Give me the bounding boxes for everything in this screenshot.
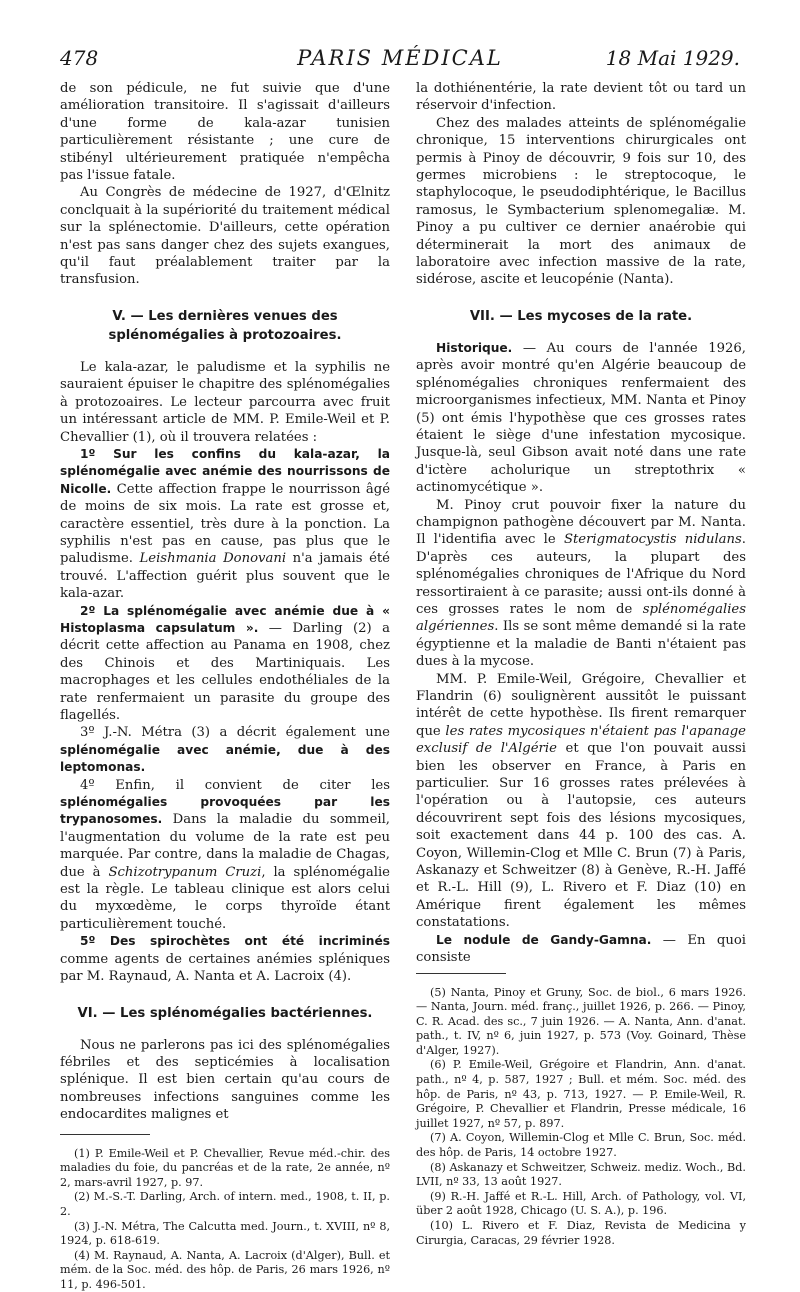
footnote: (5) Nanta, Pinoy et Gruny, Soc. de biol., 6 mars 1926. — Nanta, Journ. méd. franç., juillet 1926, p. 266. — Pinoy, C. R. Acad. des sc., 7 juin 1926. — A. Nanta, Ann. d'anat. path., t. IV, nº 6, juin 1927, p. 573 (Voy. Goinard, Thèse d'Alger, 1927). xyxy=(416,985,746,1057)
list-item: 5º Des spirochètes ont été incriminés comme agents de certaines anémies spléniques par M. Raynaud, A. Nanta et A. Lacroix (4). xyxy=(60,934,390,985)
footnote: (1) P. Emile-Weil et P. Chevallier, Revue méd.-chir. des maladies du foie, du pancréas et de la rate, 2e année, nº 2, mars-avril 1927, p. 97. xyxy=(60,1146,390,1189)
paragraph: Le nodule de Gandy-Gamna. — En quoi consiste xyxy=(416,932,746,966)
paragraph: MM. P. Emile-Weil, Grégoire, Chevallier et Flandrin (6) soulignèrent aussitôt le puissant intérêt de cette hypothèse. Ils firent remarquer que les rates mycosiques n'étaient pas l'apanage exclusif de l'Algérie et que l'on pouvait aussi bien les observer en France, à Paris en particulier. Sur 16 grosses rates prélevées à l'opération ou à l'autopsie, ces auteurs découvrirent sept fois des lésions mycosiques, soit exactement dans 44 p. 100 des cas. A. Coyon, Willemin-Clog et Mlle C. Brun (7) à Paris, Askanazy et Schweitzer (8) à Genève, R.-H. Jaffé et R.-L. Hill (9), L. Rivero et F. Diaz (10) en Amérique firent également les mêmes constatations. xyxy=(416,671,746,931)
paragraph: M. Pinoy crut pouvoir fixer la nature du champignon pathogène découvert par M. Nanta. Il l'identifia avec le Sterigmatocystis nidulans. D'après ces auteurs, la plupart des splénomégalies chroniques de l'Afrique du Nord ressortiraient à ce parasite; aussi ont-ils donné à ces grosses rates le nom de splénomégalies algériennes. Ils se sont même demandé si la rate égyptienne et la maladie de Banti n'étaient pas dues à la mycose. xyxy=(416,497,746,670)
footnote: (4) M. Raynaud, A. Nanta, A. Lacroix (d'Alger), Bull. et mém. de la Soc. méd. des hôp. de Paris, 26 mars 1926, nº 11, p. 496-501. xyxy=(60,1248,390,1291)
paragraph: Chez des malades atteints de splénomégalie chronique, 15 interventions chirurgicales ont permis à Pinoy de découvrir, 9 fois sur 10, des germes microbiens : le streptocoque, le staphylocoque, le pseudodiphtérique, le Bacillus ramosus, le Symbacterium splenomegaliæ. M. Pinoy a pu cultiver ce dernier anaérobie qui déterminerait la mort des animaux de laboratoire avec infection massive de la rate, sidérose, ascite et leucopénie (Nanta). xyxy=(416,115,746,288)
footnote: (10) L. Rivero et F. Diaz, Revista de Medicina y Cirurgia, Caracas, 29 février 1928. xyxy=(416,1219,746,1247)
footnote-rule xyxy=(416,973,506,974)
paragraph: la dothiénentérie, la rate devient tôt ou tard un réservoir d'infection. xyxy=(416,81,746,114)
footnote-rule xyxy=(60,1134,150,1135)
running-header xyxy=(60,44,740,78)
paragraph: de son pédicule, ne fut suivie que d'une amélioration transitoire. Il s'agissait d'ailleurs d'une forme de kala-azar tunisien particulièrement résistante ; une cure de stibényl ultérieurement pratiquée n'empêcha pas l'issue fatale. xyxy=(60,81,390,184)
footnotes-right xyxy=(416,986,746,1249)
section-heading-vi: VI. — Les splénomégalies bactériennes. xyxy=(77,1005,373,1021)
list-item: 4º Enfin, il convient de citer les splénomégalies provoquées par les trypanosomes. Dans la maladie du sommeil, l'augmentation du volume de la rate est peu marquée. Par contre, dans la maladie de Chagas, due à Schizotrypanum Cruzi, la splénomégalie est la règle. Le tableau clinique est alors celui du myxœdème, le corps thyroïde étant particulièrement touché. xyxy=(60,777,390,932)
footnote: (2) M.-S.-T. Darling, Arch. of intern. med., 1908, t. II, p. 2. xyxy=(60,1190,390,1218)
footnote: (8) Askanazy et Schweitzer, Schweiz. mediz. Woch., Bd. LVII, nº 33, 13 août 1927. xyxy=(416,1160,746,1189)
footnote: (6) P. Emile-Weil, Grégoire et Flandrin, Ann. d'anat. path., nº 4, p. 587, 1927 ; Bull. et mém. Soc. méd. des hôp. de Paris, nº 43, p. 713, 1927. — P. Emile-Weil, R. Grégoire, P. Chevallier et Flandrin, Presse médicale, 16 juillet 1927, nº 57, p. 897. xyxy=(416,1058,746,1130)
paragraph: Historique. — Au cours de l'année 1926, après avoir montré qu'en Algérie beaucoup de splénomégalies chroniques renfermaient des microorganismes infectieux, MM. Nanta et Pinoy (5) ont émis l'hypothèse que ces grosses rates étaient le siège d'une infestation mycosique. Jusque-là, seul Gibson avait noté dans une rate d'ictère acholurique un streptothrix « actinomycétique ». xyxy=(416,340,746,496)
paragraph: Le kala-azar, le paludisme et la syphilis ne sauraient épuiser le chapitre des splénomégalies à protozoaires. Le lecteur parcourra avec fruit un intéressant article de MM. P. Emile-Weil et P. Chevallier (1), où il trouvera relatées : xyxy=(60,359,390,445)
section-heading-vii: VII. — Les mycoses de la rate. xyxy=(469,308,693,324)
issue-date: 18 Mai 1929. xyxy=(605,46,740,70)
left-column xyxy=(60,80,390,1292)
list-item: 2º La splénomégalie avec anémie due à « Histoplasma capsulatum ». — Darling (2) a décrit cette affection au Panama en 1908, chez des Chinois et des Martiniquais. Les macrophages et les cellules endothéliales de la rate renfermaient un parasite du groupe des flagellés. xyxy=(60,603,390,723)
right-column xyxy=(416,80,746,1248)
list-item: 1º Sur les confins du kala-azar, la splénomégalie avec anémie des nourrissons de Nicolle. Cette affection frappe le nourrisson âgé de moins de six mois. La rate est grosse et, caractère essentiel, très dure à la ponction. La syphilis n'est pas en cause, pas plus que le paludisme. Leishmania Donovani n'a jamais été trouvé. L'affection guérit plus souvent que le kala-azar. xyxy=(60,446,390,602)
section-heading-v: V. — Les dernières venues des splénomégalies à protozoaires. xyxy=(108,308,342,343)
journal-title: PARIS MÉDICAL xyxy=(297,46,503,70)
footnotes-left xyxy=(60,1147,390,1292)
paragraph: Nous ne parlerons pas ici des splénomégalies fébriles et des septicémies à localisation splénique. Il est bien certain qu'au cours de nombreuses infections sanguines comme les endocardites malignes et xyxy=(60,1037,390,1123)
footnote: (3) J.-N. Métra, The Calcutta med. Journ., t. XVIII, nº 8, 1924, p. 618-619. xyxy=(60,1219,390,1248)
list-item: 3º J.-N. Métra (3) a décrit également une splénomégalie avec anémie, due à des leptomonas. xyxy=(60,725,390,775)
footnote: (9) R.-H. Jaffé et R.-L. Hill, Arch. of Pathology, vol. VI, über 2 août 1928, Chicago (U. S. A.), p. 196. xyxy=(416,1189,746,1218)
footnote: (7) A. Coyon, Willemin-Clog et Mlle C. Brun, Soc. méd. des hôp. de Paris, 14 octobre 1927. xyxy=(416,1131,746,1160)
paragraph: Au Congrès de médecine de 1927, d'Œlnitz conclquait à la supériorité du traitement médical sur la splénectomie. D'ailleurs, cette opération n'est pas sans danger chez des sujets exangues, qu'il faut préalablement traiter par la transfusion. xyxy=(60,185,390,288)
page-number: 478 xyxy=(60,46,99,70)
